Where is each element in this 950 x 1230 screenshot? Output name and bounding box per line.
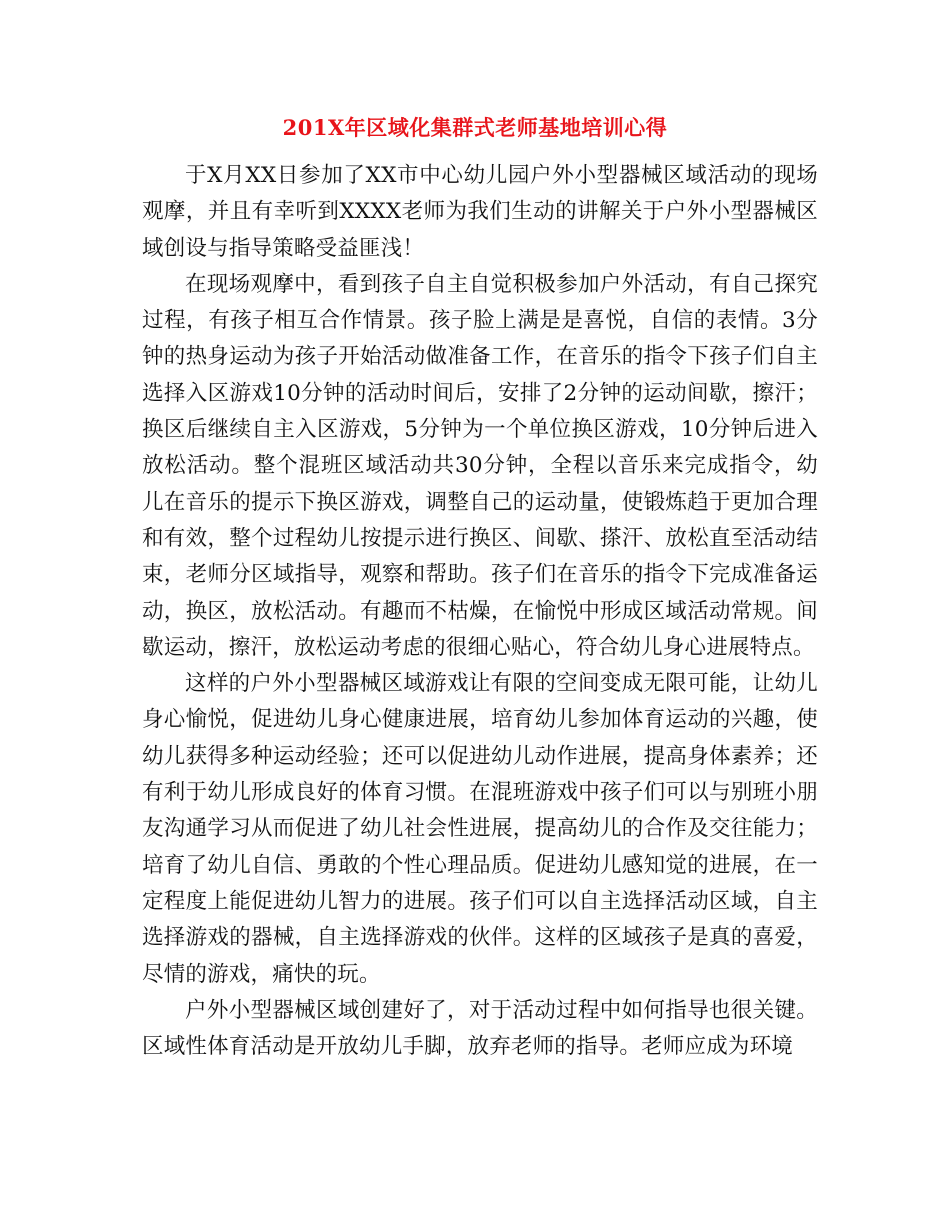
paragraph-2: 在现场观摩中，看到孩子自主自觉积极参加户外活动，有自己探究过程，有孩子相互合作情景。孩子脸上满是是喜悦，自信的表情。3分钟的热身运动为孩子开始活动做准备工作，在音乐的指令下孩子们自主选择入区游戏10分钟的活动时间后，安排了2分钟的运动间歇，擦汗；换区后继续自主入区游戏，5分钟为一个单位换区游戏，10分钟后进入放松活动。整个混班区域活动共30分钟，全程以音乐来完成指令，幼儿在音乐的提示下换区游戏，调整自己的运动量，使锻炼趋于更加合理和有效，整个过程幼儿按提示进行换区、间歇、搽汗、放松直至活动结束，老师分区域指导，观察和帮助。孩子们在音乐的指令下完成准备运动，换区，放松活动。有趣而不枯燥，在愉悦中形成区域活动常规。间歇运动，擦汗，放松运动考虑的很细心贴心，符合幼儿身心进展特点。 <box>142 271 818 660</box>
paragraph-1: 于X月XX日参加了XX市中心幼儿园户外小型器械区域活动的现场观摩，并且有幸听到XXXX老师为我们生动的讲解关于户外小型器械区域创设与指导策略受益匪浅！ <box>142 163 818 261</box>
paragraph-3: 这样的户外小型器械区域游戏让有限的空间变成无限可能，让幼儿身心愉悦，促进幼儿身心健康进展，培育幼儿参加体育运动的兴趣，使幼儿获得多种运动经验；还可以促进幼儿动作进展，提高身体素养；还有利于幼儿形成良好的体育习惯。在混班游戏中孩子们可以与别班小朋友沟通学习从而促进了幼儿社会性进展，提高幼儿的合作及交往能力；培育了幼儿自信、勇敢的个性心理品质。促进幼儿感知觉的进展，在一定程度上能促进幼儿智力的进展。孩子们可以自主选择活动区域，自主选择游戏的器械，自主选择游戏的伙伴。这样的区域孩子是真的喜爱，尽情的游戏，痛快的玩。 <box>142 671 818 987</box>
paragraph-4: 户外小型器械区域创建好了，对于活动过程中如何指导也很关键。区域性体育活动是开放幼儿手脚，放弃老师的指导。老师应成为环境 <box>142 997 818 1060</box>
document-body <box>142 158 818 1065</box>
document-title: 201X年区域化集群式老师基地培训心得 <box>282 115 668 140</box>
